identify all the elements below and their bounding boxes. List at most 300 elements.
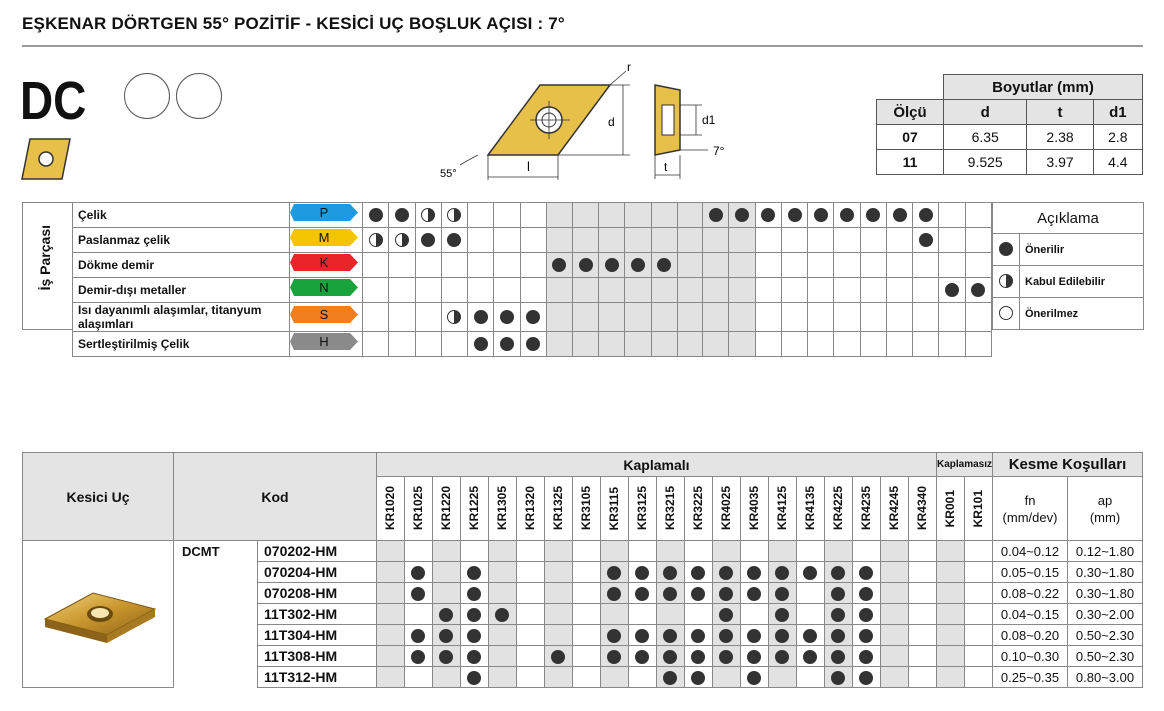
availability-dot (775, 608, 789, 622)
grade-cell (404, 646, 432, 667)
grade-cell (712, 667, 740, 688)
grade-cell (824, 583, 852, 604)
grade-cell (628, 604, 656, 625)
suitability-dot (526, 310, 540, 324)
material-mark-cell (886, 332, 912, 357)
grade-cell (908, 583, 936, 604)
material-mark-cell (913, 332, 939, 357)
grade-header: KR1325 (544, 477, 572, 541)
availability-dot (411, 566, 425, 580)
material-mark-cell (913, 278, 939, 303)
availability-dot (635, 629, 649, 643)
material-mark-cell (599, 278, 625, 303)
availability-dot (803, 629, 817, 643)
grade-header: KR4025 (712, 477, 740, 541)
coated-header: Kaplamalı (376, 453, 936, 477)
suitability-dot (657, 258, 671, 272)
material-mark-cell (729, 303, 755, 332)
grade-cell (740, 646, 768, 667)
availability-dot (663, 629, 677, 643)
grade-cell (544, 562, 572, 583)
material-mark-cell (599, 303, 625, 332)
suitability-dot (421, 208, 435, 222)
grade-header: KR3125 (628, 477, 656, 541)
material-mark-cell (389, 278, 415, 303)
grade-cell (684, 604, 712, 625)
availability-dot (551, 650, 565, 664)
material-mark-cell (755, 203, 781, 228)
diagram-d1-label: d1 (702, 113, 716, 127)
grade-cell (488, 667, 516, 688)
material-code: S (319, 307, 329, 322)
grade-cell (404, 583, 432, 604)
grade-cell (516, 667, 544, 688)
grade-header: KR3215 (656, 477, 684, 541)
material-mark-cell (572, 278, 598, 303)
grade-cell (572, 541, 600, 562)
material-mark-cell (939, 303, 965, 332)
grade-cell (908, 541, 936, 562)
grade-cell (460, 646, 488, 667)
material-mark-cell (415, 303, 441, 332)
availability-dot (439, 650, 453, 664)
grade-cell (768, 583, 796, 604)
grade-cell (404, 667, 432, 688)
dims-header: Boyutlar (mm) (944, 75, 1143, 100)
material-mark-cell (363, 228, 389, 253)
material-mark-cell (468, 332, 494, 357)
grade-cell (824, 604, 852, 625)
cutting-header: Kesme Koşulları (993, 453, 1143, 477)
suitability-dot (395, 208, 409, 222)
material-row (73, 228, 992, 253)
material-mark-cell (468, 278, 494, 303)
grade-cell (544, 604, 572, 625)
insert-code-label: DC (20, 71, 87, 131)
grade-cell (880, 646, 908, 667)
grade-cell (488, 604, 516, 625)
availability-dot (803, 650, 817, 664)
material-mark-cell (363, 303, 389, 332)
grade-cell (432, 604, 460, 625)
material-code-cell (290, 228, 363, 253)
material-mark-cell (755, 303, 781, 332)
suitability-dot (971, 283, 985, 297)
material-mark-cell (389, 253, 415, 278)
product-code: 11T304-HM (258, 625, 377, 646)
grade-cell (376, 541, 404, 562)
grade-cell (880, 667, 908, 688)
circle-symbol-2 (176, 73, 222, 119)
grade-cell (684, 562, 712, 583)
grade-header: KR4135 (796, 477, 824, 541)
grade-cell (516, 562, 544, 583)
grade-header: KR3115 (600, 477, 628, 541)
material-mark-cell (572, 253, 598, 278)
diagram-d-label: d (608, 115, 615, 129)
dims-col-size: Ölçü (877, 100, 944, 125)
grade-cell (852, 604, 880, 625)
grade-cell (852, 646, 880, 667)
insert-shape-icon (20, 137, 72, 181)
product-code: 11T302-HM (258, 604, 377, 625)
material-row (73, 253, 992, 278)
grade-cell (908, 646, 936, 667)
workpiece-matrix (72, 202, 992, 357)
material-mark-cell (808, 303, 834, 332)
suitability-dot (866, 208, 880, 222)
grade-header: KR4225 (824, 477, 852, 541)
grade-cell (712, 604, 740, 625)
grade-cell (544, 541, 572, 562)
material-mark-cell (651, 332, 677, 357)
material-mark-cell (651, 303, 677, 332)
grade-cell (460, 562, 488, 583)
availability-dot (663, 671, 677, 685)
suitability-dot (945, 283, 959, 297)
suitability-dot (788, 208, 802, 222)
material-mark-cell (363, 278, 389, 303)
material-mark-cell (703, 303, 729, 332)
product-table (22, 452, 1143, 688)
workpiece-side-label: İş Parçası (37, 225, 53, 291)
availability-dot (747, 629, 761, 643)
availability-dot (859, 629, 873, 643)
availability-dot (467, 566, 481, 580)
grade-cell (740, 604, 768, 625)
grade-cell (880, 604, 908, 625)
availability-dot (775, 587, 789, 601)
material-mark-cell (441, 253, 467, 278)
material-mark-cell (781, 278, 807, 303)
availability-dot (439, 629, 453, 643)
grade-cell (628, 541, 656, 562)
material-mark-cell (546, 278, 572, 303)
grade-cell (516, 604, 544, 625)
material-mark-cell (363, 332, 389, 357)
grade-cell (600, 583, 628, 604)
grade-cell (376, 604, 404, 625)
material-mark-cell (808, 332, 834, 357)
grade-cell (656, 667, 684, 688)
dims-cell: 4.4 (1093, 150, 1142, 175)
grade-header: KR1320 (516, 477, 544, 541)
grade-cell (572, 583, 600, 604)
material-mark-cell (546, 253, 572, 278)
material-mark-cell (677, 253, 702, 278)
grade-cell (740, 541, 768, 562)
dims-col-t: t (1027, 100, 1093, 125)
availability-dot (467, 629, 481, 643)
suitability-dot (369, 233, 383, 247)
availability-dot (411, 650, 425, 664)
dims-cell: 2.8 (1093, 125, 1142, 150)
grade-cell (964, 583, 992, 604)
grade-cell (908, 604, 936, 625)
material-name: Demir-dışı metaller (73, 278, 290, 303)
grade-cell (768, 625, 796, 646)
material-mark-cell (415, 228, 441, 253)
grade-cell (908, 625, 936, 646)
material-mark-cell (939, 332, 965, 357)
grade-cell (712, 583, 740, 604)
material-mark-cell (599, 332, 625, 357)
material-mark-cell (781, 303, 807, 332)
availability-dot (691, 566, 705, 580)
availability-dot (411, 629, 425, 643)
material-mark-cell (415, 203, 441, 228)
grade-cell (852, 625, 880, 646)
diagram-t-label: t (664, 160, 668, 174)
ap-value: 0.50~2.30 (1068, 646, 1143, 667)
grade-cell (516, 583, 544, 604)
availability-dot (831, 671, 845, 685)
grade-cell (600, 646, 628, 667)
fn-value: 0.08~0.22 (993, 583, 1068, 604)
dims-cell: 6.35 (944, 125, 1027, 150)
availability-dot (831, 608, 845, 622)
grade-cell (460, 541, 488, 562)
product-code: 11T312-HM (258, 667, 377, 688)
availability-dot (663, 650, 677, 664)
grade-cell (488, 541, 516, 562)
availability-dot (719, 587, 733, 601)
suitability-dot (631, 258, 645, 272)
material-mark-cell (651, 228, 677, 253)
material-mark-cell (808, 253, 834, 278)
availability-dot (467, 608, 481, 622)
grade-cell (712, 646, 740, 667)
grade-cell (600, 562, 628, 583)
grade-cell (656, 625, 684, 646)
grade-cell (796, 625, 824, 646)
material-mark-cell (520, 303, 546, 332)
material-mark-cell (625, 332, 651, 357)
availability-dot (747, 650, 761, 664)
suitability-dot (735, 208, 749, 222)
grade-cell (404, 562, 432, 583)
grade-cell (852, 667, 880, 688)
dimensions-table (876, 74, 1143, 175)
material-name: Sertleştirilmiş Çelik (73, 332, 290, 357)
material-mark-cell (363, 253, 389, 278)
grade-cell (460, 625, 488, 646)
grade-cell (712, 625, 740, 646)
material-mark-cell (625, 303, 651, 332)
grade-cell (964, 562, 992, 583)
ap-value: 0.12~1.80 (1068, 541, 1143, 562)
grade-cell (544, 625, 572, 646)
fn-value: 0.10~0.30 (993, 646, 1068, 667)
grade-cell (656, 583, 684, 604)
material-mark-cell (939, 278, 965, 303)
material-mark-cell (939, 253, 965, 278)
material-mark-cell (965, 303, 991, 332)
suitability-dot (447, 208, 461, 222)
material-mark-cell (703, 203, 729, 228)
grade-cell (880, 583, 908, 604)
grade-cell (796, 562, 824, 583)
grade-cell (684, 625, 712, 646)
legend-title: Açıklama (993, 203, 1144, 234)
material-mark-cell (755, 278, 781, 303)
grade-cell (768, 541, 796, 562)
grade-header: KR001 (936, 477, 964, 541)
grade-cell (936, 583, 964, 604)
availability-dot (691, 671, 705, 685)
col-insert: Kesici Uç (23, 453, 174, 541)
legend-label: Kabul Edilebilir (1020, 266, 1144, 298)
dims-col-d1: d1 (1093, 100, 1142, 125)
ap-value: 0.30~2.00 (1068, 604, 1143, 625)
material-code-cell (290, 332, 363, 357)
material-mark-cell (834, 253, 860, 278)
table-row (23, 667, 1143, 688)
grade-cell (880, 562, 908, 583)
grade-cell (964, 604, 992, 625)
grade-cell (460, 604, 488, 625)
grade-cell (824, 646, 852, 667)
material-mark-cell (965, 253, 991, 278)
material-mark-cell (468, 253, 494, 278)
grade-cell (684, 583, 712, 604)
grade-cell (488, 583, 516, 604)
material-mark-cell (520, 278, 546, 303)
material-mark-cell (781, 203, 807, 228)
grade-cell (768, 667, 796, 688)
grade-header: KR4035 (740, 477, 768, 541)
material-mark-cell (546, 228, 572, 253)
material-code-cell (290, 253, 363, 278)
material-mark-cell (441, 332, 467, 357)
grade-cell (768, 646, 796, 667)
insert-geometry-diagram (430, 55, 750, 185)
material-mark-cell (913, 228, 939, 253)
grade-cell (852, 583, 880, 604)
ap-value: 0.80~3.00 (1068, 667, 1143, 688)
grade-cell (600, 604, 628, 625)
grade-cell (628, 646, 656, 667)
suitability-dot (893, 208, 907, 222)
grade-cell (740, 562, 768, 583)
legend-dot (999, 306, 1013, 320)
suitability-dot (919, 208, 933, 222)
grade-cell (628, 625, 656, 646)
material-mark-cell (441, 228, 467, 253)
material-mark-cell (781, 332, 807, 357)
availability-dot (467, 650, 481, 664)
table-row (23, 646, 1143, 667)
grade-cell (544, 646, 572, 667)
material-mark-cell (572, 303, 598, 332)
uncoated-header: Kaplamasız (936, 453, 992, 477)
material-mark-cell (939, 228, 965, 253)
material-mark-cell (546, 203, 572, 228)
material-mark-cell (939, 203, 965, 228)
fn-value: 0.04~0.12 (993, 541, 1068, 562)
material-mark-cell (677, 203, 702, 228)
grade-cell (936, 625, 964, 646)
material-name: Dökme demir (73, 253, 290, 278)
material-mark-cell (468, 203, 494, 228)
suitability-dot (709, 208, 723, 222)
availability-dot (859, 566, 873, 580)
product-code: 070202-HM (258, 541, 377, 562)
suitability-dot (919, 233, 933, 247)
material-mark-cell (729, 203, 755, 228)
grade-header: KR4125 (768, 477, 796, 541)
material-mark-cell (886, 253, 912, 278)
grade-cell (404, 541, 432, 562)
material-mark-cell (441, 203, 467, 228)
material-mark-cell (520, 332, 546, 357)
availability-dot (747, 671, 761, 685)
fn-value: 0.25~0.35 (993, 667, 1068, 688)
grade-cell (768, 604, 796, 625)
suitability-dot (474, 310, 488, 324)
material-row (73, 203, 992, 228)
grade-header: KR4340 (908, 477, 936, 541)
material-mark-cell (729, 332, 755, 357)
fn-header: fn (mm/dev) (993, 477, 1068, 541)
dims-cell: 2.38 (1027, 125, 1093, 150)
material-mark-cell (886, 203, 912, 228)
material-mark-cell (729, 228, 755, 253)
grade-cell (740, 583, 768, 604)
availability-dot (831, 566, 845, 580)
availability-dot (859, 608, 873, 622)
material-mark-cell (781, 253, 807, 278)
material-mark-cell (729, 278, 755, 303)
diagram-l-label: l (527, 159, 530, 174)
insert-image-cell (23, 541, 174, 688)
table-row (23, 541, 1143, 562)
grade-cell (964, 625, 992, 646)
material-mark-cell (494, 332, 520, 357)
material-row (73, 332, 992, 357)
material-code-cell (290, 278, 363, 303)
material-mark-cell (389, 332, 415, 357)
material-mark-cell (965, 332, 991, 357)
grade-header: KR101 (964, 477, 992, 541)
dims-cell: 3.97 (1027, 150, 1093, 175)
grade-cell (936, 604, 964, 625)
dims-cell: 11 (877, 150, 944, 175)
dims-cell: 9.525 (944, 150, 1027, 175)
suitability-dot (500, 310, 514, 324)
grade-header: KR1020 (376, 477, 404, 541)
grade-cell (404, 625, 432, 646)
table-row (23, 562, 1143, 583)
material-mark-cell (389, 303, 415, 332)
grade-header: KR3225 (684, 477, 712, 541)
grade-cell (656, 562, 684, 583)
grade-cell (432, 625, 460, 646)
material-mark-cell (468, 228, 494, 253)
suitability-dot (526, 337, 540, 351)
availability-dot (859, 587, 873, 601)
diagram-r-label: r (627, 60, 631, 74)
material-mark-cell (860, 332, 886, 357)
material-mark-cell (651, 203, 677, 228)
material-mark-cell (860, 253, 886, 278)
material-mark-cell (494, 253, 520, 278)
grade-cell (936, 562, 964, 583)
material-mark-cell (494, 203, 520, 228)
material-mark-cell (703, 253, 729, 278)
material-mark-cell (703, 228, 729, 253)
grade-header: KR1225 (460, 477, 488, 541)
